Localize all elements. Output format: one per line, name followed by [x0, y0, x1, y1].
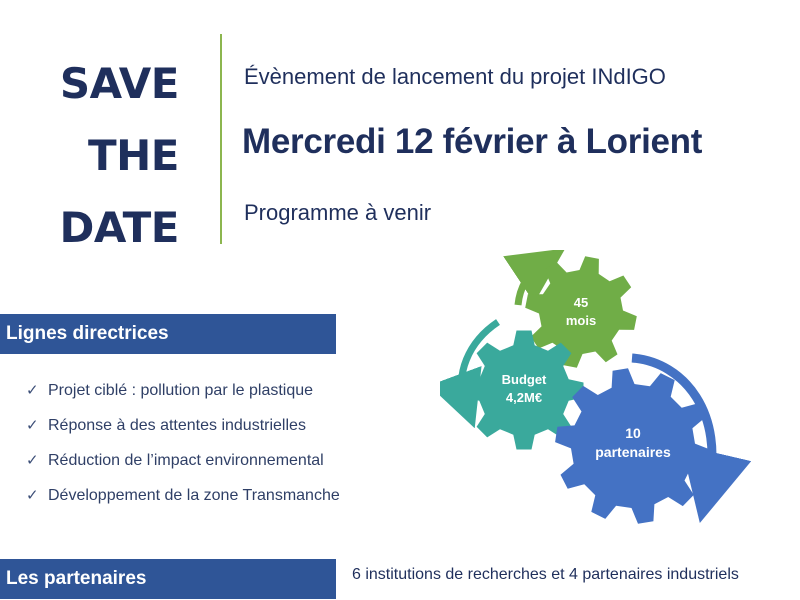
- partners-summary: 6 institutions de recherches et 4 partenaires industriels: [352, 566, 739, 583]
- lignes-list: [26, 378, 340, 518]
- gear-teal-line1: Budget: [501, 372, 547, 387]
- check-icon: ✓: [26, 487, 39, 504]
- list-item-text: Réduction de l’impact environnemental: [48, 452, 324, 469]
- list-item: [26, 413, 340, 448]
- the-word: THE: [88, 131, 179, 180]
- list-item: [26, 483, 340, 518]
- list-item-text: Réponse à des attentes industrielles: [48, 417, 306, 434]
- list-item-text: Projet ciblé : pollution par le plastique: [48, 382, 314, 399]
- gear-green-line1: 45: [573, 295, 589, 310]
- vertical-divider: [220, 34, 222, 244]
- event-subtitle: Évènement de lancement du projet INdIGO: [244, 64, 666, 89]
- save-word: SAVE: [59, 59, 179, 108]
- event-date: Mercredi 12 février à Lorient: [242, 122, 703, 161]
- list-item-text: Développement de la zone Transmanche: [48, 487, 340, 504]
- check-icon: ✓: [26, 417, 39, 434]
- lignes-directrices-header: Lignes directrices: [0, 314, 336, 354]
- date-word: DATE: [59, 203, 179, 252]
- gear-teal-line2: 4,2M€: [505, 390, 543, 405]
- list-item: [26, 448, 340, 483]
- gears-diagram: [440, 250, 770, 530]
- gear-blue-line1: 10: [625, 425, 641, 441]
- gear-green-line2: mois: [565, 313, 597, 328]
- les-partenaires-header: Les partenaires: [0, 559, 336, 599]
- gear-blue-line2: partenaires: [595, 444, 671, 460]
- save-the-date-heading: [60, 48, 179, 264]
- check-icon: ✓: [26, 452, 39, 469]
- check-icon: ✓: [26, 382, 39, 399]
- programme-note: Programme à venir: [244, 200, 432, 225]
- list-item: [26, 378, 340, 413]
